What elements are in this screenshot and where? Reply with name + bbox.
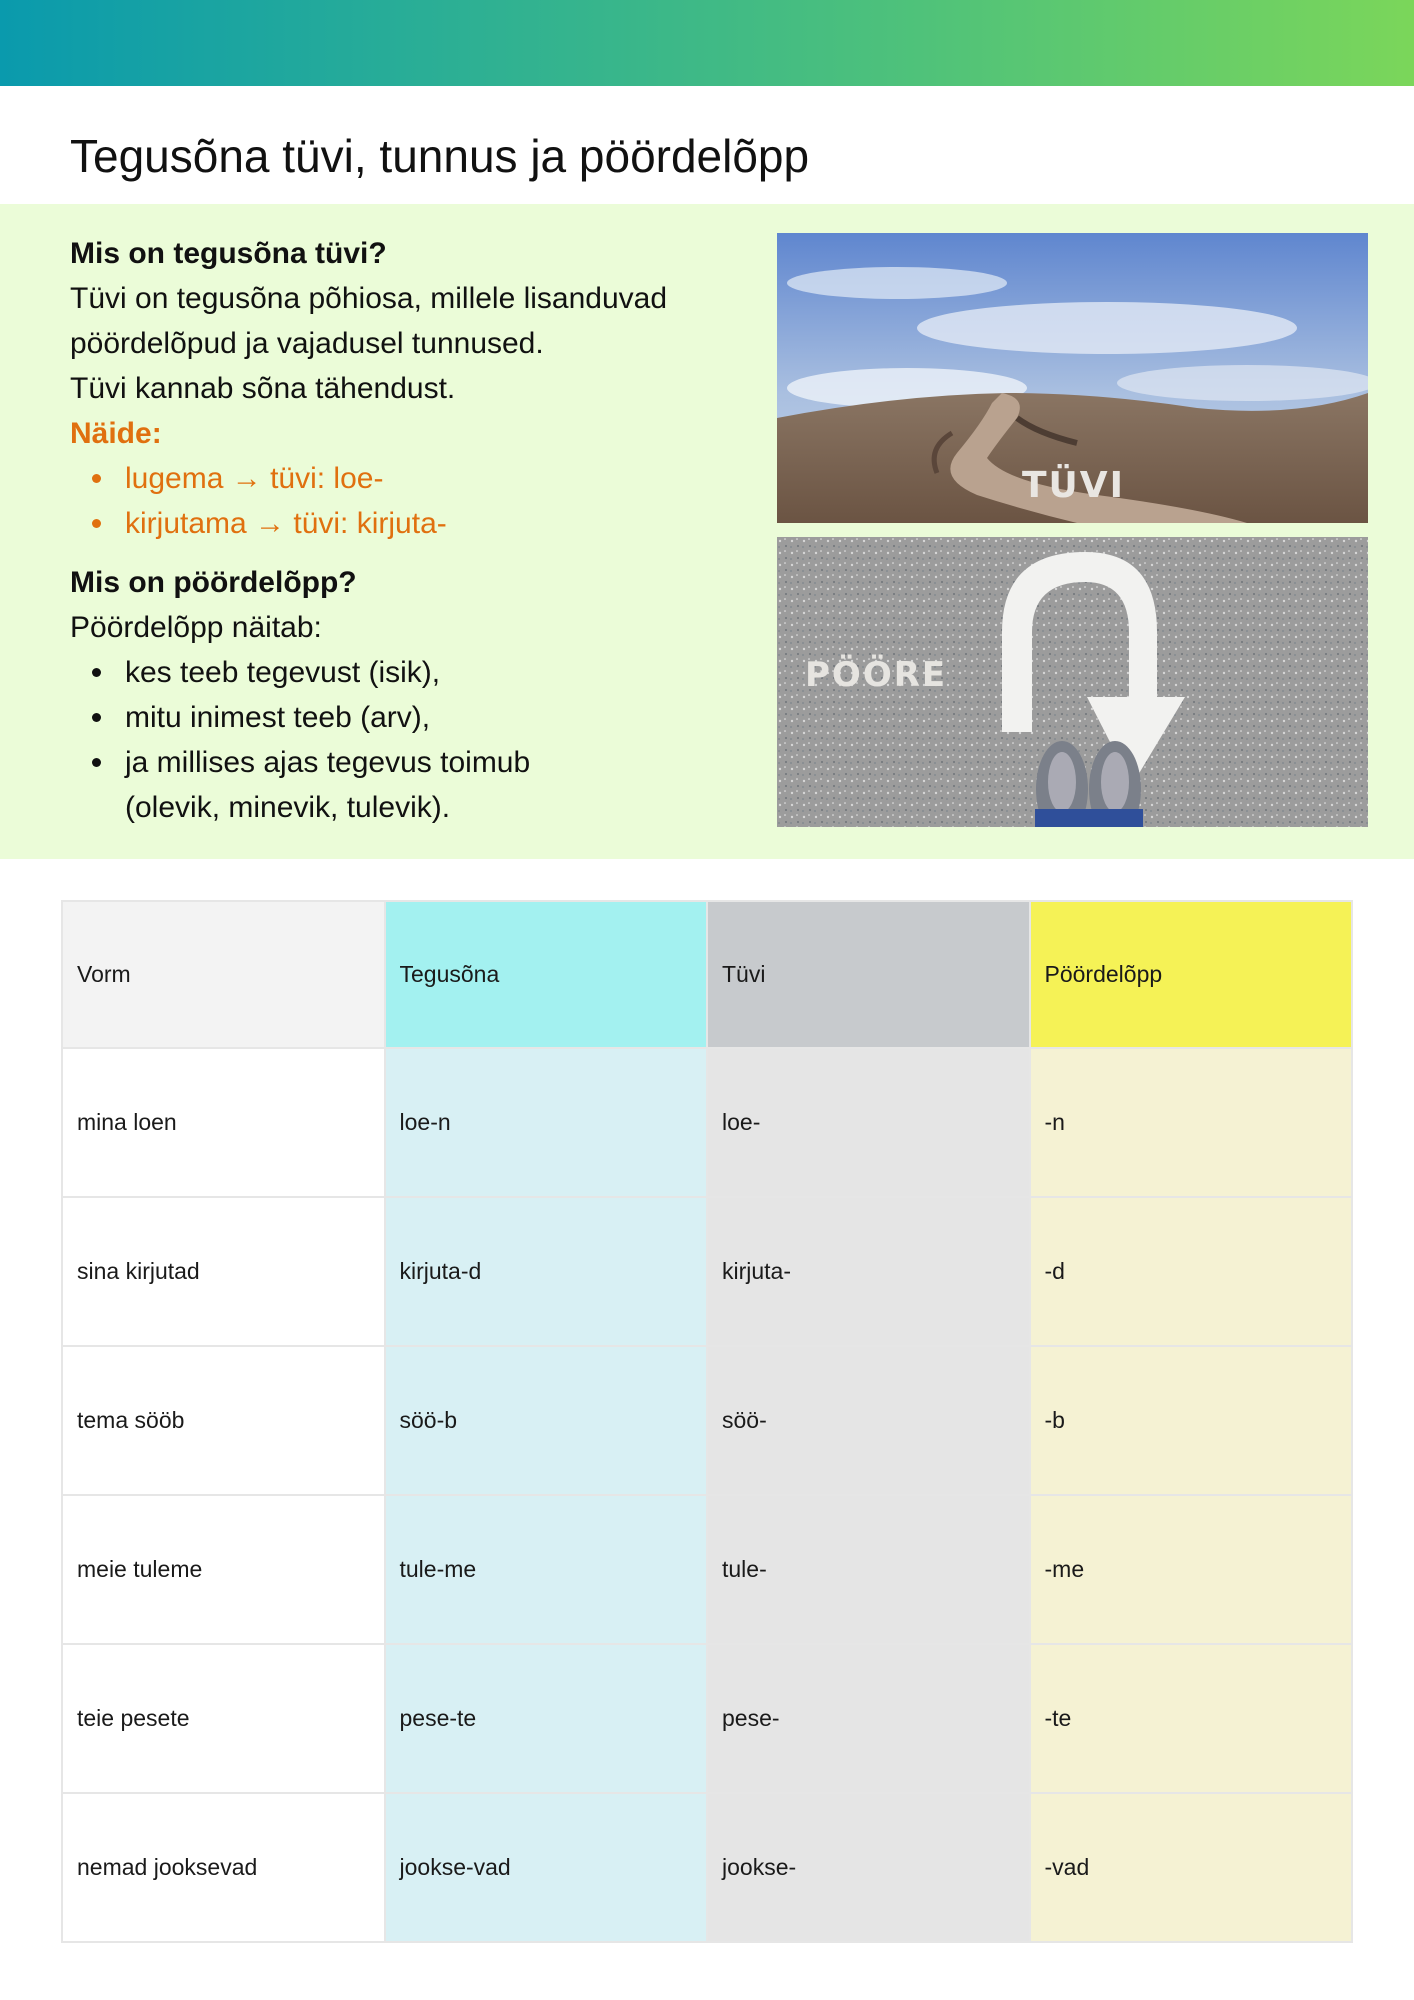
table-row [62,1793,1352,1942]
cell-form: sina kirjutad [62,1197,385,1346]
cell-verb: loe-n [385,1048,708,1197]
cell-form: meie tuleme [62,1495,385,1644]
cell-ending: -b [1030,1346,1353,1495]
cell-ending: -te [1030,1644,1353,1793]
cell-stem: loe- [707,1048,1030,1197]
cell-verb: jookse-vad [385,1793,708,1942]
ending-heading: Mis on pöördelõpp? [70,566,357,599]
cell-verb: söö-b [385,1346,708,1495]
cell-form: teie pesete [62,1644,385,1793]
ending-point: kes teeb tegevust (isik), [70,650,760,695]
column-header-stem: Tüvi [707,901,1030,1048]
header-gradient-bar [0,0,1414,86]
turn-photo-label: PÖÖRE [805,655,948,695]
cell-stem: söö- [707,1346,1030,1495]
ending-point: mitu inimest teeb (arv), [70,695,760,740]
stem-text-line: Tüvi kannab sõna tähendust. [70,372,456,405]
winding-road-photo [777,233,1368,523]
page-title: Tegusõna tüvi, tunnus ja pöördelõpp [70,130,810,182]
explanation-panel [0,204,1414,859]
table-row [62,1346,1352,1495]
verb-forms-table [61,900,1353,1943]
example-item: lugema → tüvi: loe- [70,456,760,501]
cell-stem: tule- [707,1495,1030,1644]
u-turn-photo [777,537,1368,827]
table-row [62,1644,1352,1793]
explanation-text [70,231,760,830]
stem-heading: Mis on tegusõna tüvi? [70,237,387,270]
stem-text-line: Tüvi on tegusõna põhiosa, millele lisanduvad [70,282,668,315]
stem-text-line: pöördelõpud ja vajadusel tunnused. [70,327,544,360]
cell-ending: -d [1030,1197,1353,1346]
table-row [62,1048,1352,1197]
cell-verb: pese-te [385,1644,708,1793]
table-row [62,1197,1352,1346]
cell-stem: pese- [707,1644,1030,1793]
cell-verb: kirjuta-d [385,1197,708,1346]
cell-form: mina loen [62,1048,385,1197]
example-item: kirjutama → tüvi: kirjuta- [70,501,760,546]
column-header-form: Vorm [62,901,385,1048]
ending-points-list [70,650,760,830]
cell-stem: jookse- [707,1793,1030,1942]
ending-text: Pöördelõpp näitab: [70,611,322,644]
table-header-row [62,901,1352,1048]
example-heading: Näide: [70,417,162,450]
cell-ending: -me [1030,1495,1353,1644]
road-photo-label: TÜVI [1022,465,1126,506]
cell-form: nemad jooksevad [62,1793,385,1942]
ending-point: ja millises ajas tegevus toimub (olevik, minevik, tulevik). [70,740,595,830]
cell-ending: -vad [1030,1793,1353,1942]
table-row [62,1495,1352,1644]
cell-ending: -n [1030,1048,1353,1197]
cell-stem: kirjuta- [707,1197,1030,1346]
cell-form: tema sööb [62,1346,385,1495]
column-header-verb: Tegusõna [385,901,708,1048]
cell-verb: tule-me [385,1495,708,1644]
example-list [70,456,760,546]
column-header-ending: Pöördelõpp [1030,901,1353,1048]
